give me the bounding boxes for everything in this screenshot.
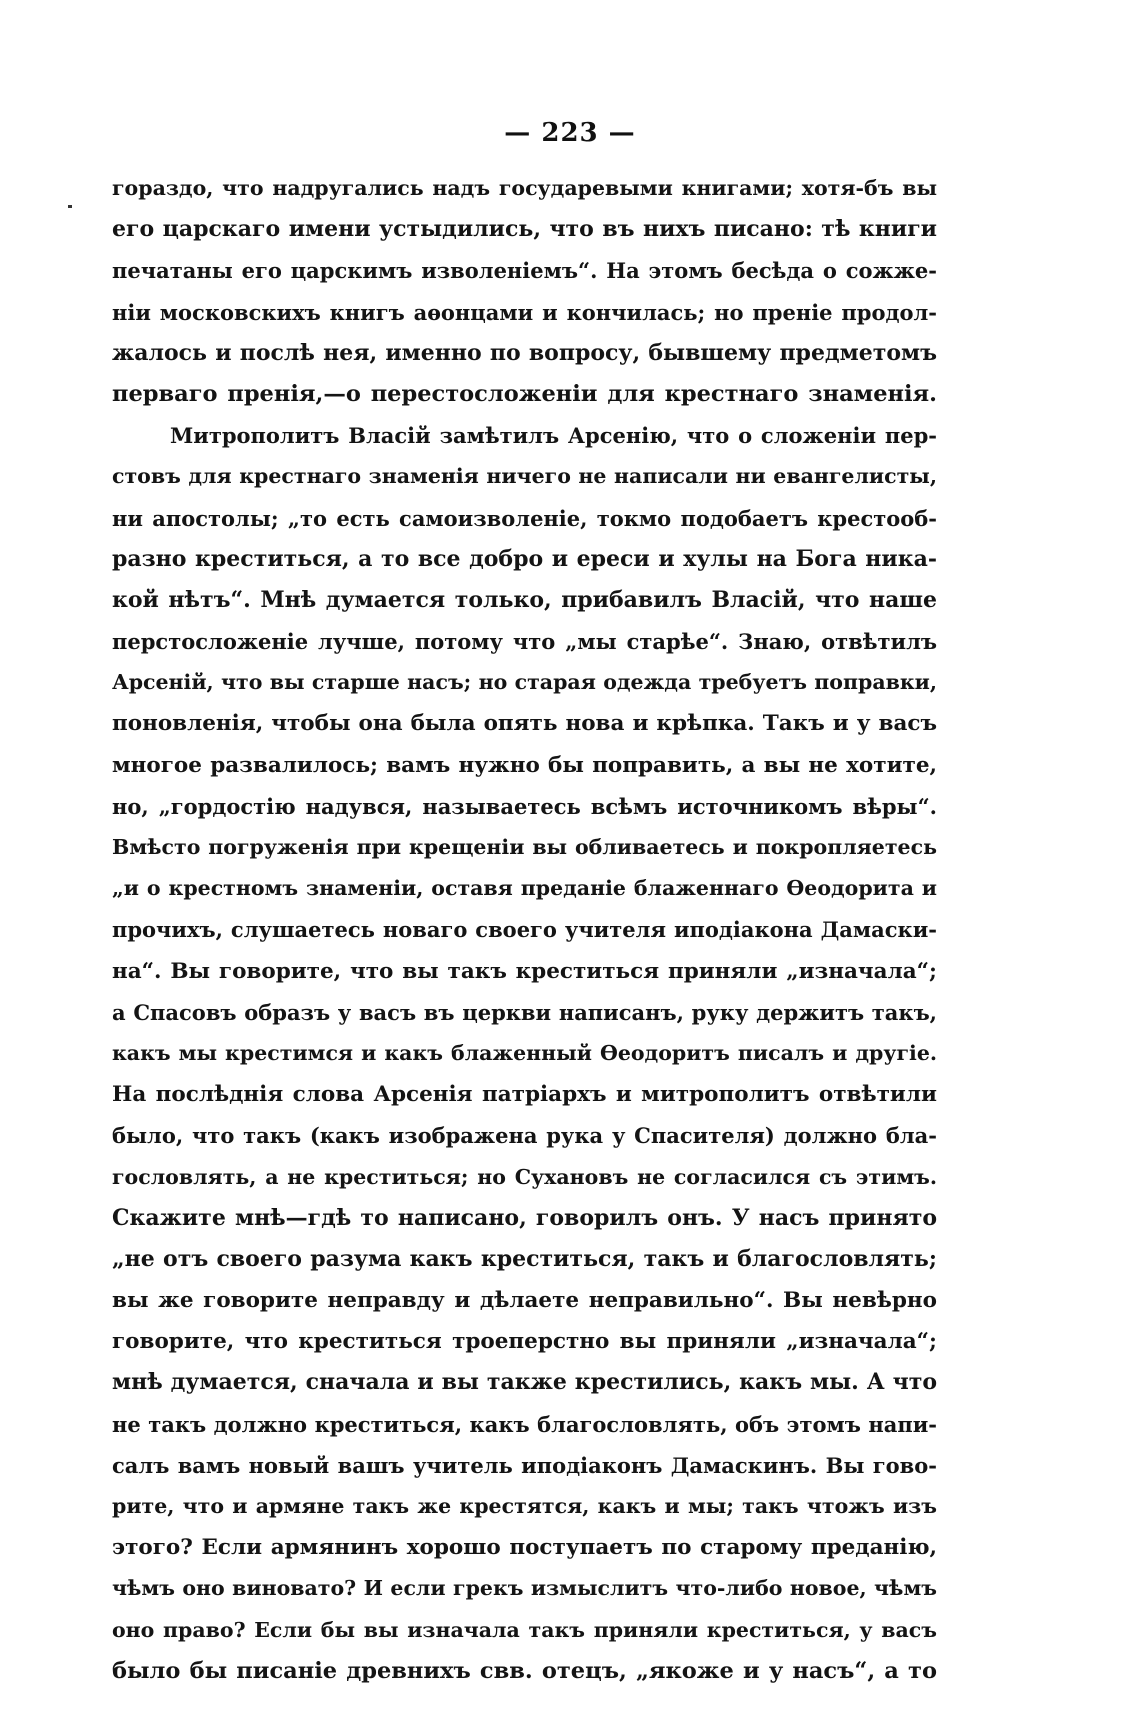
text-line: гораздо, что надругались надъ государевыми книгами; хотя-бъ вы bbox=[112, 176, 937, 200]
body-text bbox=[112, 168, 937, 1692]
text-line: а Спасовъ образъ у васъ въ церкви написанъ, руку держитъ такъ, bbox=[112, 999, 937, 1025]
text-line: говорите, что креститься троеперстно вы приняли „изначала“; bbox=[112, 1329, 937, 1355]
text-line: прочихъ, слушаетесь новаго своего учителя иподіакона Дамаски- bbox=[112, 917, 937, 943]
text-line: ни апостолы; „то есть самоизволеніе, токмо подобаетъ крестооб- bbox=[112, 505, 937, 531]
text-line: перваго пренія,—о перестосложеніи для крестнаго знаменія. bbox=[112, 380, 937, 407]
text-line: не такъ должно креститься, какъ благословлять, объ этомъ напи- bbox=[112, 1411, 937, 1437]
text-line: какъ мы крестимся и какъ блаженный Ѳеодоритъ писалъ и другіе. bbox=[112, 1040, 937, 1065]
text-line: „и о крестномъ знаменіи, оставя преданіе блаженнаго Ѳеодорита и bbox=[112, 876, 937, 901]
text-line: поновленія, чтобы она была опять нова и крѣпка. Такъ и у васъ bbox=[112, 711, 937, 737]
text-line: Скажите мнѣ—гдѣ то написано, говорилъ онъ. У насъ принято bbox=[112, 1204, 937, 1231]
text-line: рите, что и армяне такъ же крестятся, какъ и мы; такъ чтожъ изъ bbox=[112, 1494, 937, 1518]
page-number: — 223 — bbox=[504, 118, 636, 148]
text-line: „не отъ своего разума какъ креститься, такъ и благословлять; bbox=[112, 1245, 937, 1272]
text-line: оно право? Если бы вы изначала такъ приняли креститься, у васъ bbox=[112, 1617, 937, 1642]
text-line: перстосложеніе лучше, потому что „мы старѣе“. Знаю, отвѣтилъ bbox=[112, 629, 937, 655]
text-line: этого? Если армянинъ хорошо поступаетъ по старому преданію, bbox=[112, 1535, 937, 1561]
text-line: было, что такъ (какъ изображена рука у Спасителя) должно бла- bbox=[112, 1123, 937, 1149]
text-line: мнѣ думается, сначала и вы также крестились, какъ мы. А что bbox=[112, 1369, 937, 1396]
text-line: стовъ для крестнаго знаменія ничего не написали ни евангелисты, bbox=[112, 464, 937, 489]
text-line: кой нѣтъ“. Мнѣ думается только, прибавилъ Власій, что наше bbox=[112, 586, 937, 613]
text-line: но, „гордостію надувся, называетесь всѣмъ источникомъ вѣры“. bbox=[112, 793, 937, 819]
text-line: печатаны его царскимъ изволеніемъ“. На этомъ бесѣда о сожже- bbox=[112, 258, 937, 284]
text-line: его царскаго имени устыдились, что въ нихъ писано: тѣ книги bbox=[112, 216, 937, 243]
text-line: На послѣднія слова Арсенія патріархъ и митрополитъ отвѣтили bbox=[112, 1082, 937, 1108]
margin-speck bbox=[68, 205, 72, 208]
text-line: Арсеній, что вы старше насъ; но старая одежда требуетъ поправки, bbox=[112, 670, 937, 695]
text-line: Митрополитъ Власій замѣтилъ Арсенію, что о сложеніи пер- bbox=[170, 423, 937, 449]
text-line: разно креститься, а то все добро и ереси и хулы на Бога никa- bbox=[112, 545, 937, 572]
text-line: было бы писаніе древнихъ свв. отецъ, „якоже и у насъ“, а то bbox=[112, 1657, 937, 1684]
text-line: многое развалилось; вамъ нужно бы поправить, а вы не хотите, bbox=[112, 752, 937, 778]
text-line: чѣмъ оно виновато? И если грекъ измыслитъ что-либо новое, чѣмъ bbox=[112, 1576, 937, 1601]
text-line: ніи московскихъ книгъ аѳонцами и кончилась; но преніе продол- bbox=[112, 299, 937, 325]
text-line: жалось и послѣ нея, именно по вопросу, бывшему предметомъ bbox=[112, 339, 937, 366]
text-line: Вмѣсто погруженія при крещеніи вы обливаетесь и покропляетесь bbox=[112, 835, 937, 859]
text-line: на“. Вы говорите, что вы такъ креститься приняли „изначала“; bbox=[112, 958, 937, 984]
text-line: вы же говорите неправду и дѣлаете неправильно“. Вы невѣрно bbox=[112, 1288, 937, 1314]
text-line: салъ вамъ новый вашъ учитель иподіаконъ Дамаскинъ. Вы гово- bbox=[112, 1452, 937, 1478]
text-line: гословлять, а не креститься; но Сухановъ не согласился съ этимъ. bbox=[112, 1164, 937, 1189]
